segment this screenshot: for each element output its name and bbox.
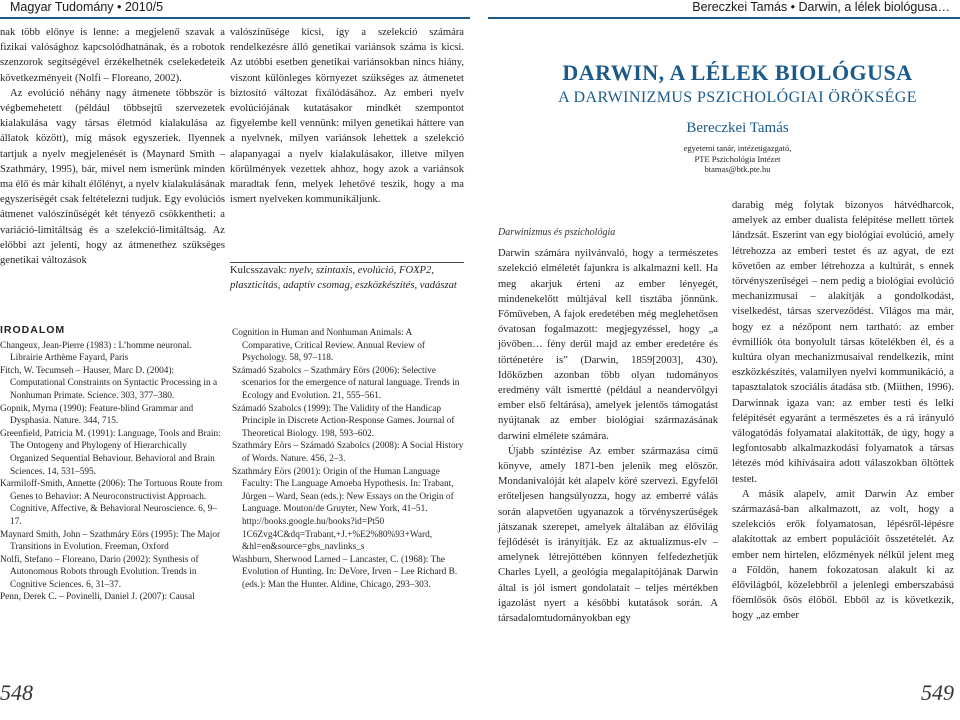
- reference-item: Changeux, Jean-Pierre (1983) : L’homme neuronal. Librairie Arthème Fayard, Paris: [0, 340, 192, 364]
- reference-item: Nolfi, Stefano – Floreano, Dario (2002): Synthesis of Autonomous Robots through Evolution. Trends in Cognitive Sciences. 6, 31–37.: [0, 554, 199, 590]
- right-col2-paragraph-2: A másik alapelv, amit Darwin Az ember származásá-ban alkalmazott, az volt, hogy a szelekciós erők folyamatosan, lépésről-lépésre alakítottak az embert populációit összetételét. Az ember nem hirtelen, előzmények nélkül jelent meg a Földön, hanem fokozatosan alakult ki az élővilágból, közelebbről a jelenlegi emberszabású főemlősök ősös élőből. Ebből az is következik, hogy „az ember: [732, 488, 954, 622]
- right-page-number: 549: [921, 680, 954, 705]
- left-col1-paragraph-2: Az evolúció néhány nagy átmenete többször is végbemehetett (például többsejtű szervezetek kialakulása vagy társas életmód kialakulása az állatok között), míg mások egyszeriek. Ilyennek tartjuk a nyelv megjelenését is (Maynard Smith – Szathmáry, 1995), bár, mivel nem ismerünk minden ma élő és már kihalt élőlényt, a nyelv kialakulásának egyszeriségét csak feltételezni tudjuk. Egy evolúciós átmenet valószínűségét két tényező csökkentheti: a variáció-limitáltság és a szelekció-limitáltság. Az előbbi azt jelenti, hogy az átmenethez szükséges genetikai változások: [0, 87, 225, 267]
- left-col1-paragraph-1: nak több előnye is lenne: a megjelenő szavak a fizikai valósághoz kapcsolódhatnának, és a robotok szenzorok segítségével érzékelhetnék cselekedeteik következményeit (Nolfi – Floreano, 2002).: [0, 27, 225, 84]
- references-column-2: [232, 327, 464, 591]
- left-running-header: Magyar Tudomány • 2010/5: [10, 0, 164, 14]
- reference-item: Washburn, Sherwood Larned – Lancaster, C. (1968): The Evolution of Hunting. In: DeVore, Irven – Lee Richard B. (eds.): Man the Hunter. Aldine, Chicago, 293–303.: [232, 554, 458, 590]
- left-page-column-2: [230, 25, 464, 207]
- references-heading: IRODALOM: [0, 324, 66, 336]
- reference-item: Cognition in Human and Nonhuman Animals: A Comparative, Critical Review. Annual Review of Psychology. 58, 97–118.: [232, 328, 425, 364]
- references-column-1: [0, 324, 224, 604]
- affiliation-line: PTE Pszichológia Intézet: [694, 153, 781, 164]
- author-affiliation: [525, 143, 950, 175]
- reference-item: Szathmáry Eörs (2001): Origin of the Human Language Faculty: The Language Amoeba Hypothesis. In: Trabant, Jürgen – Ward, Sean (eds.): New Essays on the Origin of Language. Mouton/de Gruyter, New York, 41–51. http://books.google.hu/books?id=Pt50 1C6Zvg4C&dq=Trabant,+J.+%E2%80%93+Ward, &hl=en&source=gbs_navlinks_s: [232, 466, 454, 553]
- article-title: [525, 60, 950, 107]
- left-page-number: 548: [0, 680, 33, 705]
- keywords-list: nyelv, szintaxis, evolúció, FOXP2, plaszticitás, adaptív csomag, eszközkészítés, vadászat: [230, 265, 457, 292]
- article-title-line-2: A DARWINIZMUS PSZICHOLÓGIAI ÖRÖKSÉGE: [558, 89, 917, 106]
- keywords-label: Kulcsszavak:: [230, 265, 287, 276]
- right-page-column-2: [732, 198, 954, 624]
- left-header-rule: [0, 17, 470, 19]
- right-col2-paragraph-1: darabig még folytak bizonyos hátvédharcok, amelyek az ember dualista felépítése mellett törtek lándzsát. Eszerint van egy biológiai evolúció, amely létrehozza az emberi testet és az agyat, de ezt követően az ember létrehozza a kultúrát, s ennek törvényszerűségei – nem pedig a biológiai evolúció mechanizmusai – alakítják a gondolkodást, viselkedést, társas szerveződést. Világos ma már, hogy ez a nézőpont nem tartható: az ember évmilliók óta bonyolult társas kötelékben él, és a kultúra olyan mechanizmusaival rendelkezik, mint eszközkészítés, valamilyen nyelvi kommunikáció, a tapasztalatok szociális átadása stb. (Miithen, 1996). Darwinnak igaza van: az ember testi és lelki felépítését egyaránt a természetes és a rá irányuló válogatódás folyamatai alakították, de úgy, hogy a legfontosabb alkalmazkodási folyamatok a társas létezés mód kihívásaira adott válaszokban öltöttek testet.: [732, 200, 954, 485]
- author-name: Bereczkei Tamás: [686, 120, 789, 136]
- affiliation-line: egyetemi tanár, intézetigazgató,: [683, 143, 792, 153]
- right-col1-paragraph-2: Újabb színtézise Az ember származása című könyve, amely 1871-ben jelenik meg először. Mondanivalóját két alapelv köré szervezi. Egyfelől erőteljesen hangsúlyozza, hogy az emberré válás során alapvetően ugyanazok a törvényszerűségek játszanak szerepet, amelyek általában az élővilág fejlődését is irányítják. Ez az aktualizmus-elv – amelynek létrejöttében könnyen felfedezhetjük Charles Lyell, a geológia megalapítójának Darwin által is jól ismert gondolatait – teljes mértékben igazolást nyert a későbbi kutatások során. A társadalomtudományokban egy: [498, 445, 718, 625]
- reference-item: Penn, Derek C. – Povinelli, Daniel J. (2007): Causal: [0, 592, 195, 603]
- article-title-line-1: DARWIN, A LÉLEK BIOLÓGUSA: [562, 60, 913, 85]
- section-heading: Darwinizmus és pszichológia: [498, 227, 616, 238]
- reference-item: Fitch, W. Tecumseh – Hauser, Marc D. (2004): Computational Constraints on Syntactic Processing in a Nonhuman Primate. Science. 303, 377–380.: [0, 365, 218, 401]
- reference-item: Számadó Szabolcs – Szathmáry Eörs (2006): Selective scenarios for the emergence of natural language. Trends in Ecology and Evolution. 21, 555–561.: [232, 365, 460, 401]
- reference-item: Gopnik, Myrna (1990): Feature-blind Grammar and Dysphasia. Nature. 344, 715.: [0, 403, 194, 427]
- right-running-header: Bereczkei Tamás • Darwin, a lélek biológusa…: [692, 0, 950, 14]
- right-col1-paragraph-1: Darwin számára nyilvánvaló, hogy a természetes szelekció elméletét fajunkra is alkalmazni kell. Ha meg akarjuk érteni az ember lényegét, mindenekelőtt múltjával kell tisztába jönnünk. Főműveben, A fajok eredetében még meglehetősen óvatosan fogalmazott: megjegyzéssel, hogy „a jövőben… fény derül majd az ember eredetére és történetére is” (Darwin, 1859[2003], 430). Időközben azonban több olyan tudományos eredmény vált ismertté (például a neandervölgyi ember első feltárása), amelyek jelentős támogatást nyújtanak az ember biológiai származásának darwini elmélete számára.: [498, 248, 718, 442]
- right-header-rule: [488, 17, 960, 19]
- reference-item: Maynard Smith, John – Szathmáry Eörs (1995): The Major Transitions in Evolution. Freeman, Oxford: [0, 529, 221, 553]
- reference-item: Karmiloff-Smith, Annette (2006): The Tortuous Route from Genes to Behavior: A Neuroconstructivist Approach. Cognitive, Affective, & Behavioral Neuroscience. 6, 9–17.: [0, 479, 223, 527]
- left-col2-paragraph-1: valószínűsége kicsi, így a szelekció számára rendelkezésre álló genetikai variánsok száma is kicsi. Az utóbbi esetben genetikai variánsokban nincs hiány, viszont különleges környezet szükséges az átmenetet biztosító változat fixálódásához. Az emberi nyelv evolúciójának kutatásakor mindkét szempontot figyelembe kell vennünk: milyen genetikai háttere van a nyelvnek, milyen variánsok lehettek a szelekció alapanyagai a nyelv kialakulásakor, illetve milyen körülmények vezettek ahhoz, hogy azok a variánsok maradtak fenn, melyek lehetővé teszik, hogy a ma ismert nyelveken kommunikáljunk.: [230, 27, 464, 206]
- right-page-column-1: [498, 225, 718, 626]
- author-email: btamas@btk.pte.hu: [704, 164, 771, 175]
- reference-item: Számadó Szabolcs (1999): The Validity of the Handicap Principle in Discrete Action-Response Games. Journal of Theoretical Biology. 198, 593–602.: [232, 403, 455, 439]
- keywords-block: [230, 263, 464, 293]
- reference-item: Greenfield, Patricia M. (1991): Language, Tools and Brain: The Ontogeny and Phylogeny of Hierarchically Organized Sequential Behaviour. Behavioral and Brain Sciences. 14, 531–595.: [0, 428, 221, 477]
- reference-item: Szathmáry Eörs – Számadó Szabolcs (2008): A Social History of Words. Nature. 456, 2–3.: [232, 441, 464, 464]
- left-page-column-1: [0, 25, 225, 268]
